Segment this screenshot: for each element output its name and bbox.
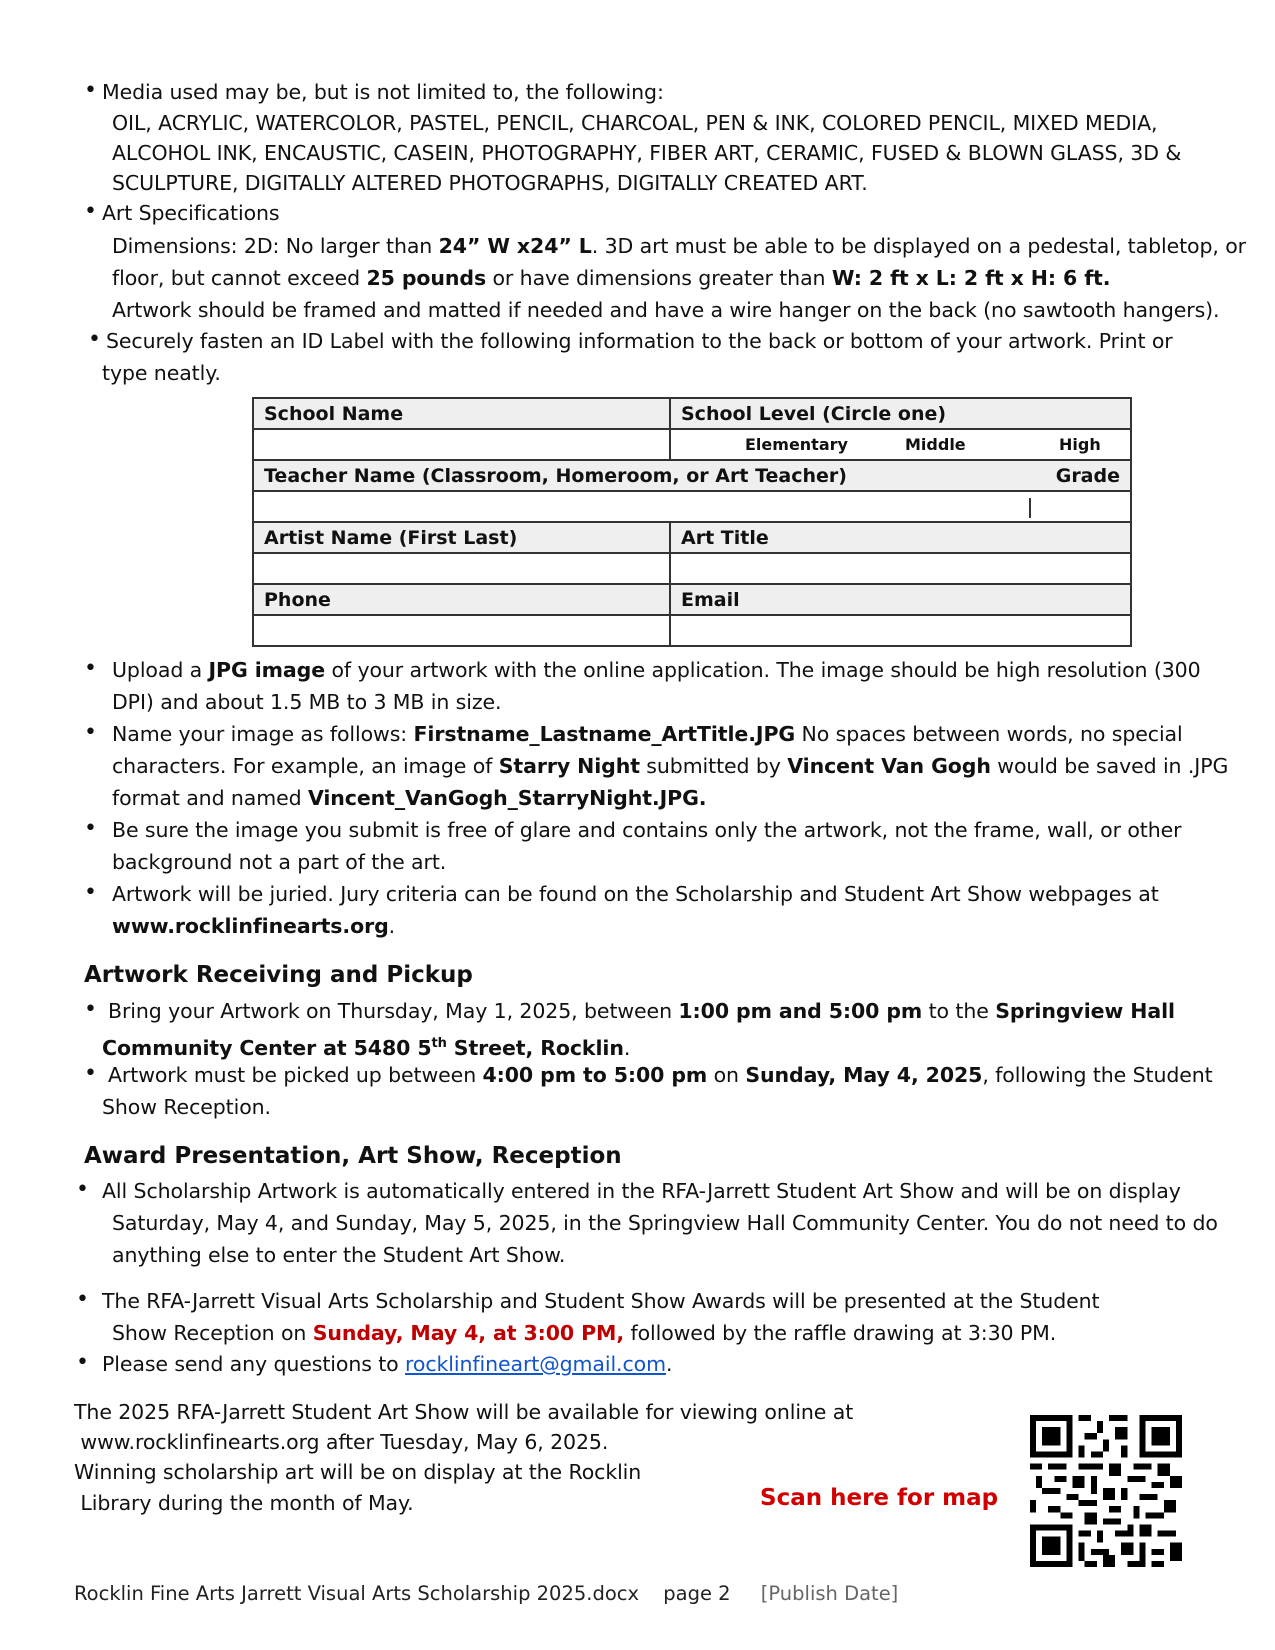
footer-publish-date: [Publish Date] (760, 1582, 899, 1605)
id-label-table (252, 397, 1132, 647)
art-title-cell[interactable] (670, 553, 1131, 584)
receiving-heading: Artwork Receiving and Pickup (84, 962, 473, 988)
bullet: • (88, 327, 101, 352)
level-middle[interactable]: Middle (905, 435, 966, 454)
bullet: • (84, 78, 97, 103)
bullet: • (76, 1177, 89, 1202)
pickup-line: Artwork must be picked up between 4:00 pm to 5:00 pm on Sunday, May 4, 2025, following the Student (108, 1063, 1213, 1087)
bullet: • (84, 199, 97, 224)
receiving-line: Community Center at 5480 5th Street, Rocklin. (102, 1035, 631, 1060)
label-intro-line: type neatly. (102, 361, 221, 385)
online-line: Winning scholarship art will be on display at the Rocklin (74, 1460, 642, 1484)
website-link[interactable]: www.rocklinfinearts.org (112, 914, 389, 938)
artist-name-cell[interactable] (253, 553, 670, 584)
naming-line: Name your image as follows: Firstname_Lastname_ArtTitle.JPG No spaces between words, no special (112, 722, 1183, 746)
footer-page-number: page 2 (663, 1582, 731, 1605)
glare-line: Be sure the image you submit is free of glare and contains only the artwork, not the frame, wall, or other (112, 818, 1182, 842)
teacher-grade-header (253, 460, 1131, 491)
specs-dimensions-line: Dimensions: 2D: No larger than 24” W x24” L. 3D art must be able to be displayed on a pedestal, tabletop, or (112, 234, 1246, 258)
specs-frame-line: Artwork should be framed and matted if needed and have a wire hanger on the back (no sawtooth hangers). (112, 298, 1220, 322)
teacher-header: Teacher Name (Classroom, Homeroom, or Art Teacher) (264, 464, 847, 487)
label-intro-line: Securely fasten an ID Label with the following information to the back or bottom of your artwork. Print or (106, 329, 1173, 353)
bullet: • (84, 1061, 97, 1086)
pickup-line: Show Reception. (102, 1095, 271, 1119)
online-line: The 2025 RFA-Jarrett Student Art Show will be available for viewing online at (74, 1400, 854, 1424)
bullet: • (84, 816, 97, 841)
email-header: Email (670, 584, 1131, 615)
questions-line: Please send any questions to rocklinfineart@gmail.com. (102, 1352, 673, 1376)
media-list-line: ALCOHOL INK, ENCAUSTIC, CASEIN, PHOTOGRAPHY, FIBER ART, CERAMIC, FUSED & BLOWN GLASS, 3D & (112, 141, 1182, 165)
naming-line: format and named Vincent_VanGogh_StarryNight.JPG. (112, 786, 707, 810)
level-high[interactable]: High (1059, 435, 1101, 454)
upload-line: Upload a JPG image of your artwork with the online application. The image should be high resolution (300 (112, 658, 1201, 682)
phone-cell[interactable] (253, 615, 670, 646)
award-line: anything else to enter the Student Art Show. (112, 1243, 566, 1267)
school-name-cell[interactable] (253, 429, 670, 460)
media-list-line: SCULPTURE, DIGITALLY ALTERED PHOTOGRAPHS, DIGITALLY CREATED ART. (112, 171, 868, 195)
bullet: • (84, 720, 97, 745)
specs-dimensions-line: floor, but cannot exceed 25 pounds or have dimensions greater than W: 2 ft x L: 2 ft x H: 6 ft. (112, 266, 1111, 290)
specs-heading: Art Specifications (102, 201, 280, 225)
bullet: • (76, 1350, 89, 1375)
school-level-options[interactable] (670, 429, 1131, 460)
scan-label: Scan here for map (760, 1485, 999, 1511)
school-level-header: School Level (Circle one) (670, 398, 1131, 429)
jury-line: Artwork will be juried. Jury criteria can be found on the Scholarship and Student Art Show webpages at (112, 882, 1159, 906)
email-cell[interactable] (670, 615, 1131, 646)
email-link[interactable]: rocklinfineart@gmail.com (405, 1352, 666, 1376)
bullet: • (84, 997, 97, 1022)
naming-line: characters. For example, an image of Starry Night submitted by Vincent Van Gogh would be saved in .JPG (112, 754, 1229, 778)
upload-line: DPI) and about 1.5 MB to 3 MB in size. (112, 690, 502, 714)
bullet: • (76, 1287, 89, 1312)
award-line: Saturday, May 4, and Sunday, May 5, 2025, in the Springview Hall Community Center. You do not need to do (112, 1211, 1218, 1235)
qr-code-icon[interactable] (1030, 1415, 1182, 1567)
teacher-grade-cell[interactable] (253, 491, 1131, 522)
phone-header: Phone (253, 584, 670, 615)
award-line: Show Reception on Sunday, May 4, at 3:00 PM, followed by the raffle drawing at 3:30 PM. (112, 1321, 1057, 1345)
footer-doc-name: Rocklin Fine Arts Jarrett Visual Arts Scholarship 2025.docx (74, 1582, 640, 1605)
receiving-line: Bring your Artwork on Thursday, May 1, 2025, between 1:00 pm and 5:00 pm to the Springview Hall (108, 999, 1175, 1023)
artist-name-header: Artist Name (First Last) (253, 522, 670, 553)
online-line: www.rocklinfinearts.org after Tuesday, May 6, 2025. (74, 1430, 609, 1454)
grade-header: Grade (1055, 464, 1120, 487)
media-list-line: OIL, ACRYLIC, WATERCOLOR, PASTEL, PENCIL, CHARCOAL, PEN & INK, COLORED PENCIL, MIXED MEDIA, (112, 111, 1158, 135)
award-heading: Award Presentation, Art Show, Reception (84, 1143, 622, 1169)
glare-line: background not a part of the art. (112, 850, 447, 874)
text-cursor (1029, 498, 1031, 518)
award-line: All Scholarship Artwork is automatically entered in the RFA-Jarrett Student Art Show and will be on display (102, 1179, 1181, 1203)
bullet: • (84, 880, 97, 905)
jury-line: www.rocklinfinearts.org. (112, 914, 396, 938)
bullet: • (84, 656, 97, 681)
art-title-header: Art Title (670, 522, 1131, 553)
level-elementary[interactable]: Elementary (745, 435, 848, 454)
online-line: Library during the month of May. (74, 1491, 414, 1515)
media-intro: Media used may be, but is not limited to, the following: (102, 80, 664, 104)
school-name-header: School Name (253, 398, 670, 429)
award-line: The RFA-Jarrett Visual Arts Scholarship and Student Show Awards will be presented at the Student (102, 1289, 1100, 1313)
page-footer (74, 1582, 898, 1605)
